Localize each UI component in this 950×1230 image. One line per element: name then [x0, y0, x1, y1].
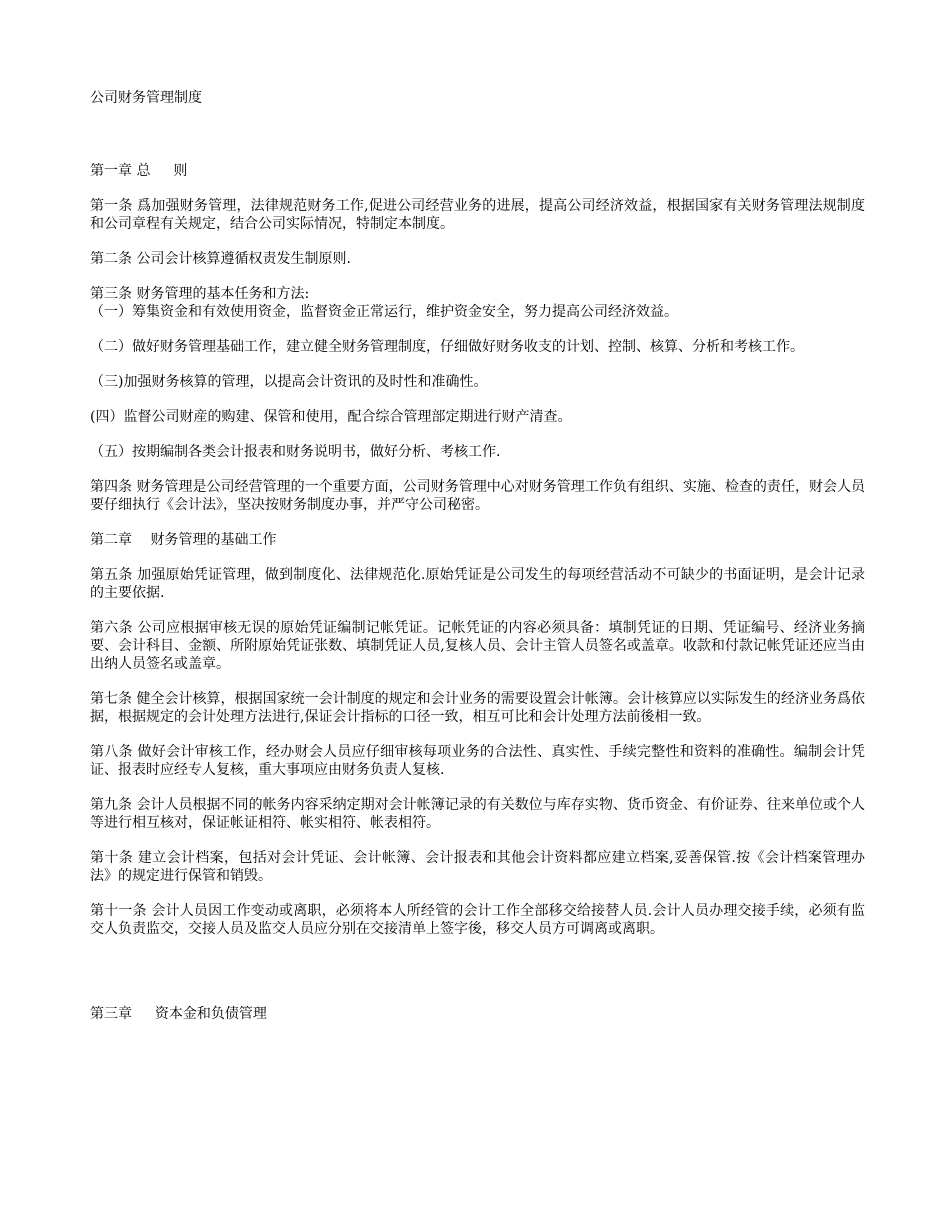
- chapter-1-heading: 第一章 总 则: [90, 163, 188, 179]
- article-11: 第十一条 会计人员因工作变动或离职，必须将本人所经管的会计工作全部移交给接替人员.会计人员办理交接手续，必须有监交人负责监交，交接人员及监交人员应分别在交接清单上签字後，移交人员方可调离或离职。: [90, 903, 865, 937]
- article-9: 第九条 会计人员根据不同的帐务内容采纳定期对会计帐簿记录的有关数位与库存实物、货币资金、有价证券、往来单位或个人等进行相互核对，保证帐证相符、帐实相符、帐表相符。: [90, 797, 865, 831]
- chapter-2-heading: 第二章 财务管理的基础工作: [90, 532, 277, 548]
- article-1: 第一条 爲加强财务管理，法律规范财务工作,促进公司经营业务的进展，提高公司经济效益，根据国家有关财务管理法规制度和公司章程有关规定，结合公司实际情况，特制定本制度。: [90, 198, 865, 232]
- article-3-item-4: (四）监督公司财産的购建、保管和使用，配合综合管理部定期进行财产清查。: [90, 409, 572, 425]
- article-8: 第八条 做好会计审核工作，经办财会人员应仔细审核每项业务的合法性、真实性、手续完整性和资料的准确性。编制会计凭证、报表时应经专人复核，重大事项应由财务负责人复核.: [90, 744, 865, 778]
- article-2: 第二条 公司会计核算遵循权责发生制原则.: [90, 251, 351, 267]
- article-3: 第三条 财务管理的基本任务和方法:: [90, 286, 310, 302]
- article-10: 第十条 建立会计档案，包括对会计凭证、会计帐簿、会计报表和其他会计资料都应建立档案,妥善保管.按《会计档案管理办法》的规定进行保管和销毁。: [90, 850, 865, 884]
- article-3-item-3: （三)加强财务核算的管理，以提高会计资讯的及时性和准确性。: [90, 374, 488, 390]
- article-3-item-2: （二）做好财务管理基础工作，建立健全财务管理制度，仔细做好财务收支的计划、控制、核算、分析和考核工作。: [90, 339, 804, 355]
- article-7: 第七条 健全会计核算，根据国家统一会计制度的规定和会计业务的需要设置会计帐簿。会计核算应以实际发生的经济业务爲依据，根据规定的会计处理方法进行,保证会计指标的口径一致，相互可比和会计处理方法前後相一致。: [90, 691, 865, 725]
- article-4: 第四条 财务管理是公司经营管理的一个重要方面，公司财务管理中心对财务管理工作负有组织、实施、检查的责任，财会人员要仔细执行《会计法》，坚决按财务制度办事，并严守公司秘密。: [90, 479, 865, 513]
- article-3-item-1: （一）筹集资金和有效使用资金，监督资金正常运行，维护资金安全，努力提高公司经济效益。: [90, 304, 678, 320]
- article-5: 第五条 加强原始凭证管理，做到制度化、法律规范化.原始凭证是公司发生的每项经营活动不可缺少的书面证明，是会计记录的主要依据.: [90, 567, 865, 601]
- chapter-3-heading: 第三章 资本金和负债管理: [90, 1006, 267, 1022]
- document-title: 公司财务管理制度: [90, 90, 202, 106]
- article-6: 第六条 公司应根据审核无误的原始凭证编制记帐凭证。记帐凭证的内容必须具备：填制凭证的日期、凭证编号、经济业务摘要、会计科目、金额、所附原始凭证张数、填制凭证人员,复核人员、会计主管人员签名或盖章。收款和付款记帐凭证还应当由出纳人员签名或盖章。: [90, 620, 865, 672]
- document-body: [90, 162, 865, 1023]
- article-3-item-5: （五）按期编制各类会计报表和财务说明书，做好分析、考核工作.: [90, 444, 501, 460]
